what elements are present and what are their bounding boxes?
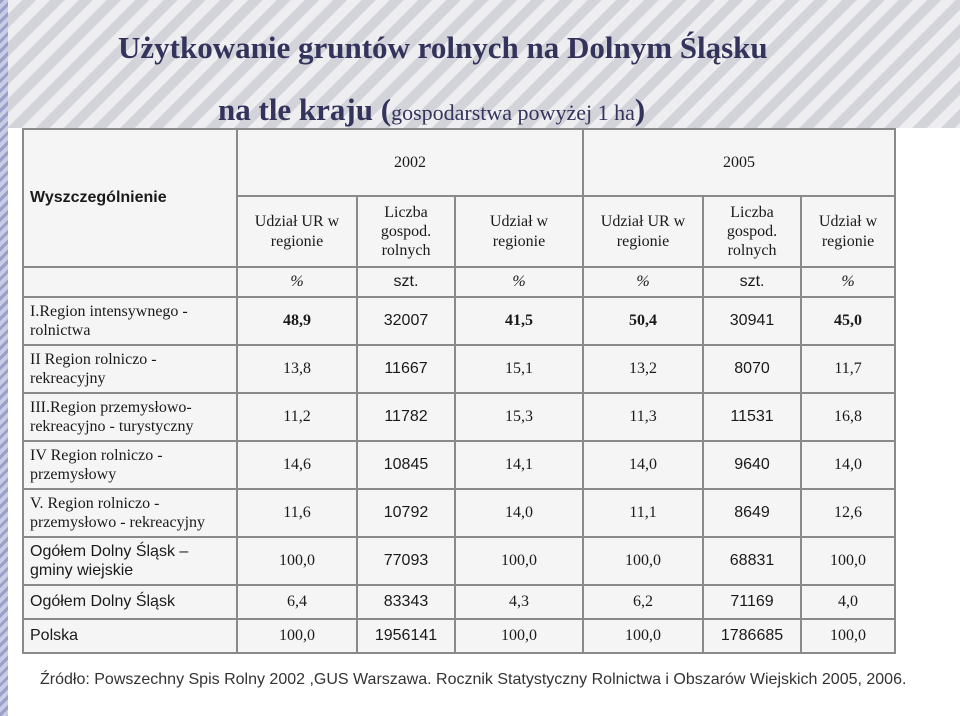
unit-cell: szt. [357,267,455,297]
row-label: Ogółem Dolny Śląsk – gminy wiejskie [23,537,237,585]
row-label: Polska [23,619,237,653]
data-cell: 100,0 [583,537,703,585]
data-cell: 12,6 [801,489,895,537]
data-cell: 11,6 [237,489,357,537]
row-label: IV Region rolniczo - przemysłowy [23,441,237,489]
data-cell: 9640 [703,441,801,489]
col-header: Liczba gospod. rolnych [357,196,455,267]
data-cell: 100,0 [801,619,895,653]
unit-row [23,267,895,297]
data-cell: 50,4 [583,297,703,345]
source-note [40,671,906,689]
table-row [23,585,895,619]
page-subtitle [218,92,645,128]
data-cell: 11,2 [237,393,357,441]
data-cell: 11,1 [583,489,703,537]
col-header: Udział UR w regionie [237,196,357,267]
source-label: Źródło: [40,671,90,688]
data-cell: 68831 [703,537,801,585]
data-cell: 11782 [357,393,455,441]
data-cell: 48,9 [237,297,357,345]
row-label: I.Region intensywnego - rolnictwa [23,297,237,345]
col-header: Liczba gospod. rolnych [703,196,801,267]
data-cell: 6,2 [583,585,703,619]
data-cell: 1786685 [703,619,801,653]
subtitle-close: ) [634,92,646,127]
data-cell: 4,0 [801,585,895,619]
data-cell: 30941 [703,297,801,345]
source-text: Powszechny Spis Rolny 2002 ,GUS Warszawa. Rocznik Statystyczny Rolnictwa i Obszarów Wiejskich 2005, 2006. [89,671,907,688]
table-row [23,393,895,441]
page-title: Użytkowanie gruntów rolnych na Dolnym Śląsku [118,30,768,65]
data-cell: 13,2 [583,345,703,393]
table-row [23,441,895,489]
decorative-strip [0,0,8,716]
data-cell: 10845 [357,441,455,489]
data-cell: 100,0 [237,537,357,585]
unit-cell: % [801,267,895,297]
unit-cell: szt. [703,267,801,297]
data-cell: 14,0 [583,441,703,489]
data-cell: 14,6 [237,441,357,489]
data-cell: 100,0 [237,619,357,653]
unit-cell: % [237,267,357,297]
unit-cell: % [583,267,703,297]
data-cell: 8649 [703,489,801,537]
subtitle-sub: gospodarstwa powyżej 1 ha [391,100,635,125]
col-header: Udział w regionie [455,196,583,267]
row-header: Wyszczególnienie [23,129,237,267]
data-cell: 8070 [703,345,801,393]
data-cell: 71169 [703,585,801,619]
subtitle-main: na tle kraju ( [218,92,392,127]
year-2002: 2002 [237,129,583,196]
data-cell: 100,0 [801,537,895,585]
data-cell: 83343 [357,585,455,619]
data-cell: 100,0 [583,619,703,653]
data-cell: 11667 [357,345,455,393]
row-label: Ogółem Dolny Śląsk [23,585,237,619]
row-label: III.Region przemysłowo-rekreacyjno - turystyczny [23,393,237,441]
data-cell: 1956141 [357,619,455,653]
table-row [23,297,895,345]
data-cell: 4,3 [455,585,583,619]
data-cell: 6,4 [237,585,357,619]
data-cell: 41,5 [455,297,583,345]
row-label: V. Region rolniczo - przemysłowo - rekreacyjny [23,489,237,537]
data-cell: 45,0 [801,297,895,345]
row-label: II Region rolniczo - rekreacyjny [23,345,237,393]
year-2005: 2005 [583,129,895,196]
data-cell: 11,7 [801,345,895,393]
data-cell: 11531 [703,393,801,441]
col-header: Udział UR w regionie [583,196,703,267]
data-cell: 14,0 [455,489,583,537]
unit-cell: % [455,267,583,297]
table-row [23,345,895,393]
land-use-table [22,128,896,654]
data-cell: 11,3 [583,393,703,441]
table-row [23,537,895,585]
table-row [23,489,895,537]
data-cell: 13,8 [237,345,357,393]
data-cell: 15,1 [455,345,583,393]
year-header-row [23,129,895,196]
data-cell: 14,0 [801,441,895,489]
data-cell: 100,0 [455,619,583,653]
data-cell: 77093 [357,537,455,585]
data-cell: 32007 [357,297,455,345]
data-cell: 10792 [357,489,455,537]
unit-spacer [23,267,237,297]
data-cell: 100,0 [455,537,583,585]
data-cell: 15,3 [455,393,583,441]
table-row [23,619,895,653]
data-cell: 16,8 [801,393,895,441]
col-header: Udział w regionie [801,196,895,267]
data-cell: 14,1 [455,441,583,489]
